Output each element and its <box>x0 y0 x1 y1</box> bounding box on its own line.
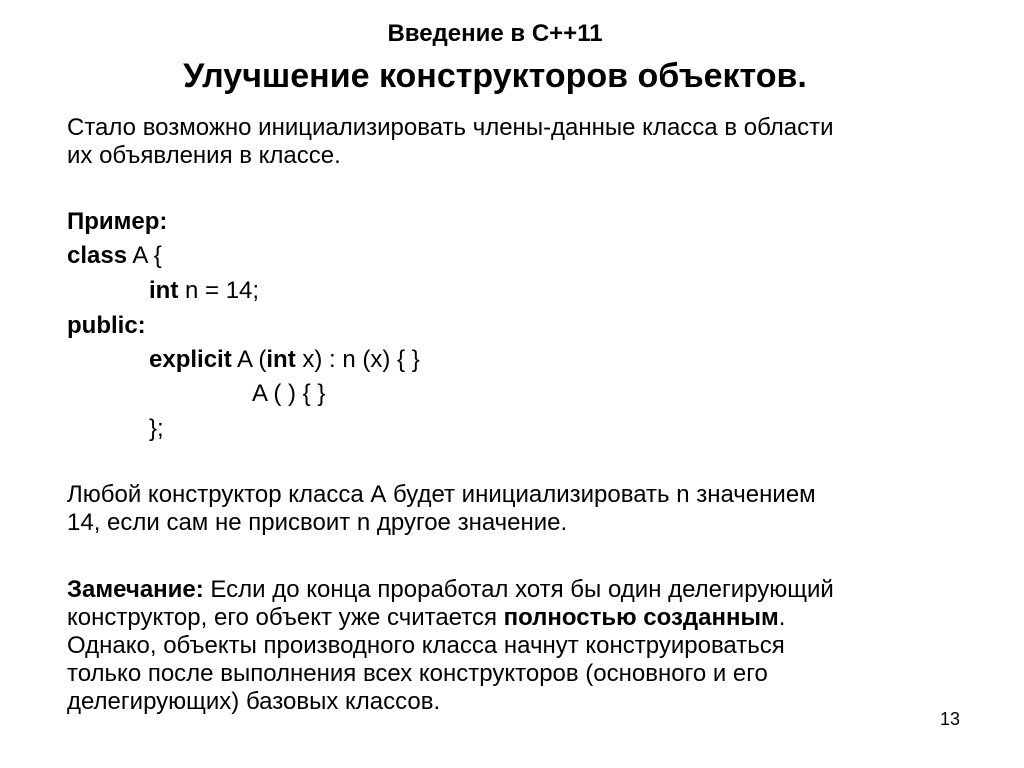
code-line-explicit-constructor <box>149 346 420 374</box>
remark-line-5: делегирующих) базовых классов. <box>67 688 441 715</box>
remark-line-2-end: . <box>778 604 786 631</box>
code-member-initializer: n = 14; <box>178 277 260 304</box>
code-line-default-constructor: A ( ) { } <box>252 380 326 407</box>
remark-line-1 <box>67 576 834 604</box>
example-label: Пример: <box>67 208 168 235</box>
remark-line-1-text: Если до конца проработал хотя бы один делегирующий <box>203 576 834 603</box>
remark-label: Замечание: <box>67 576 204 603</box>
remark-line-2-start: конструктор, его объект уже считается <box>67 604 504 631</box>
note-line-1: Любой конструктор класса А будет инициализировать n значением <box>67 481 816 508</box>
code-class-declaration: A { <box>127 242 162 269</box>
remark-line-4: только после выполнения всех конструкторов (основного и его <box>67 660 768 687</box>
code-line-member <box>149 277 259 305</box>
code-keyword-int-parameter: int <box>266 346 296 373</box>
remark-emphasis: полностью созданным <box>503 604 779 631</box>
code-keyword-explicit: explicit <box>149 346 232 373</box>
remark-line-2 <box>67 604 785 632</box>
code-line-close: }; <box>149 415 164 442</box>
code-constructor-initializer: x) : n (x) { } <box>295 346 420 373</box>
slide-title: Улучшение конструкторов объектов. <box>183 57 807 95</box>
intro-line-1: Стало возможно инициализировать члены-данные класса в области <box>67 114 834 141</box>
remark-line-3: Однако, объекты производного класса начнут конструироваться <box>67 632 785 659</box>
code-line-class <box>67 242 162 270</box>
page-number: 13 <box>940 709 961 729</box>
note-line-2: 14, если сам не присвоит n другое значение. <box>67 509 568 536</box>
code-keyword-class: class <box>67 242 128 269</box>
intro-line-2: их объявления в классе. <box>67 142 341 169</box>
slide-subtitle: Введение в С++11 <box>387 20 603 47</box>
code-line-public: public: <box>67 312 146 339</box>
code-constructor-name: A ( <box>231 346 267 373</box>
code-keyword-int: int <box>149 277 179 304</box>
